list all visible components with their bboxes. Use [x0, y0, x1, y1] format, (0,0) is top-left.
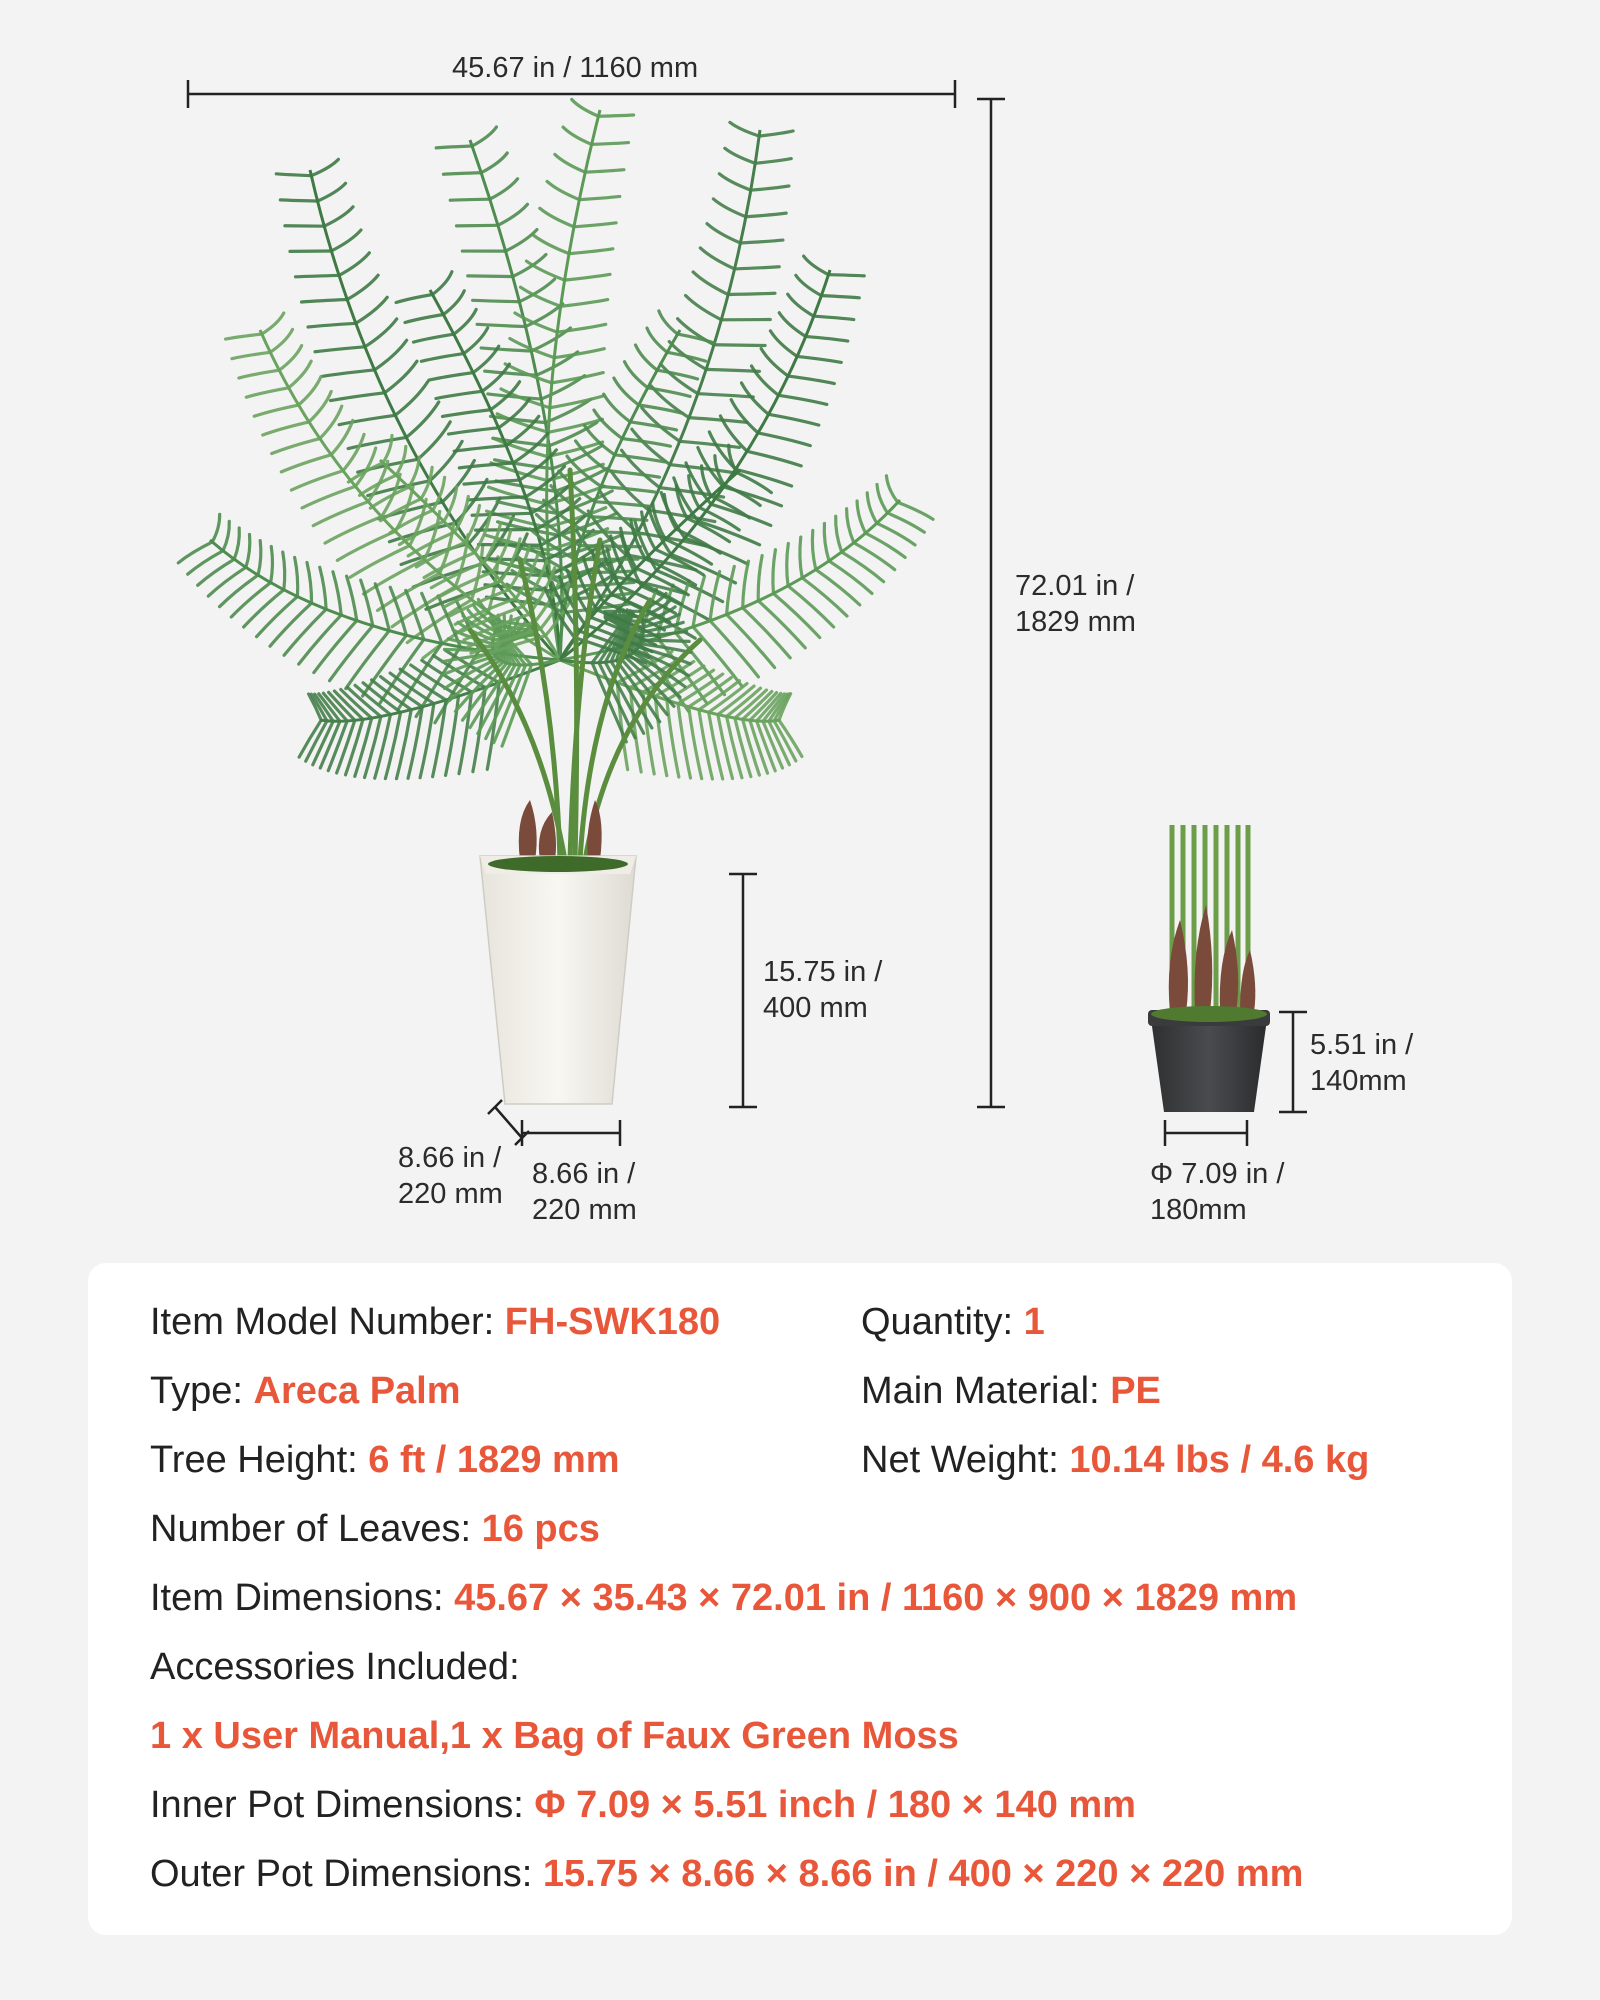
height-dimension-line	[977, 99, 1005, 1107]
spec-model: Item Model Number: FH-SWK180	[150, 1301, 721, 1343]
spec-accessories-value: 1 x User Manual,1 x Bag of Faux Green Moss	[150, 1715, 959, 1757]
outer-pot-width-line	[522, 1120, 620, 1146]
spec-type: Type: Areca Palm	[150, 1370, 461, 1412]
outer-pot-width-label: 8.66 in / 220 mm	[532, 1158, 637, 1226]
spec-net-weight: Net Weight: 10.14 lbs / 4.6 kg	[861, 1439, 1370, 1481]
outer-pot-height-label: 15.75 in / 400 mm	[763, 956, 883, 1024]
inner-pot-diameter-label: Φ 7.09 in / 180mm	[1150, 1158, 1285, 1226]
inner-pot	[1148, 1006, 1270, 1112]
spec-outer-pot: Outer Pot Dimensions: 15.75 × 8.66 × 8.66 in / 400 × 220 × 220 mm	[150, 1853, 1304, 1895]
outer-pot-height-line	[729, 874, 757, 1107]
spec-inner-pot: Inner Pot Dimensions: Φ 7.09 × 5.51 inch / 180 × 140 mm	[150, 1784, 1136, 1826]
spec-accessories-label: Accessories Included:	[150, 1646, 520, 1688]
palm-leaves	[178, 99, 933, 778]
specifications-card	[88, 1263, 1512, 1935]
outer-pot-depth-label: 8.66 in / 220 mm	[398, 1142, 503, 1210]
spec-leaves: Number of Leaves: 16 pcs	[150, 1508, 600, 1550]
spec-tree-height: Tree Height: 6 ft / 1829 mm	[150, 1439, 620, 1481]
inner-pot-height-line	[1279, 1012, 1307, 1112]
spec-item-dimensions: Item Dimensions: 45.67 × 35.43 × 72.01 in / 1160 × 900 × 1829 mm	[150, 1577, 1298, 1619]
inner-pot-diameter-line	[1165, 1120, 1247, 1146]
inner-pot-height-label: 5.51 in / 140mm	[1310, 1029, 1414, 1097]
plant-width-label: 45.67 in / 1160 mm	[452, 52, 699, 84]
outer-pot	[480, 856, 636, 1104]
spec-quantity: Quantity: 1	[861, 1301, 1045, 1343]
plant-height-label: 72.01 in / 1829 mm	[1015, 570, 1136, 638]
spec-material: Main Material: PE	[861, 1370, 1161, 1412]
